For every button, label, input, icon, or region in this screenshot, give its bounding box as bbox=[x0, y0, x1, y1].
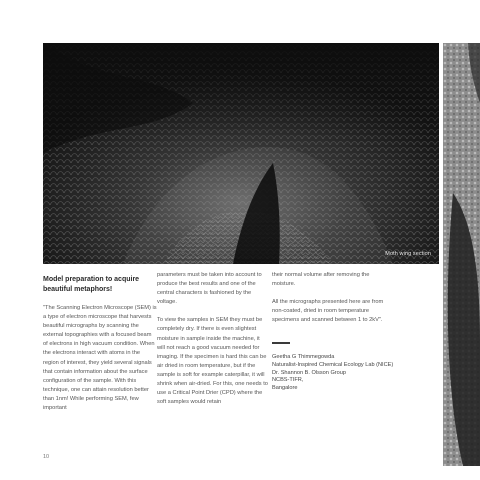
article-paragraph: their normal volume after removing the moisture. bbox=[272, 272, 370, 288]
author-group: Dr. Shannon B. Olsson Group bbox=[272, 369, 347, 376]
moth-wing-micrograph bbox=[43, 43, 439, 264]
page-number: 10 bbox=[43, 454, 50, 460]
author-divider bbox=[272, 342, 290, 344]
article-paragraph: parameters must be taken into account to produce the best results and one of the central characters is fashioned by the voltage. bbox=[157, 272, 262, 306]
article-column-1 bbox=[43, 275, 157, 422]
author-city: Bangalore bbox=[272, 384, 298, 391]
author-institute: NCBS-TIFR, bbox=[272, 377, 304, 384]
side-micrograph-strip bbox=[443, 43, 480, 466]
micrograph-image bbox=[43, 43, 439, 264]
side-micrograph-image bbox=[443, 43, 480, 466]
article-column-2 bbox=[157, 271, 269, 416]
article-paragraph: All the micrographs presented here are from non-coated, dried in room temperature specimens and scanned between 1 to 2kV". bbox=[272, 299, 384, 324]
article-paragraph: To view the samples in SEM they must be completely dry. If there is even slightest moisture in sample inside the machine, it will not reach a good vacuum needed for imaging. If the specimen is hard this can be air dried in room temperature, but if the sample is soft for example caterpillar, it will shrink when air-dried. For this, one needs to use a Critical Point Drier (CPD) where the soft samples would retain bbox=[157, 317, 268, 406]
author-name: Geetha G Thimmegowda bbox=[272, 354, 335, 361]
figure-caption: Moth wing section bbox=[385, 251, 431, 257]
article-heading: Model preparation to acquire beautiful metaphors! bbox=[43, 276, 140, 293]
author-affiliation: Naturalist-Inspired Chemical Ecology Lab (NICE) bbox=[272, 362, 394, 369]
article-column-3 bbox=[272, 271, 394, 392]
author-credit bbox=[272, 354, 394, 392]
article-paragraph: "The Scanning Electron Microscope (SEM) is a type of electron microscope that harvests beautiful micrographs by scanning the external topographies with a focused beam of electrons in high vacuum condition. When the electrons interact with atoms in the region of interest, they yield several signals that contain information about the surface configuration of the sample. With this technique, one can attain resolution better than 1nm! While performing SEM, few important bbox=[43, 305, 157, 412]
